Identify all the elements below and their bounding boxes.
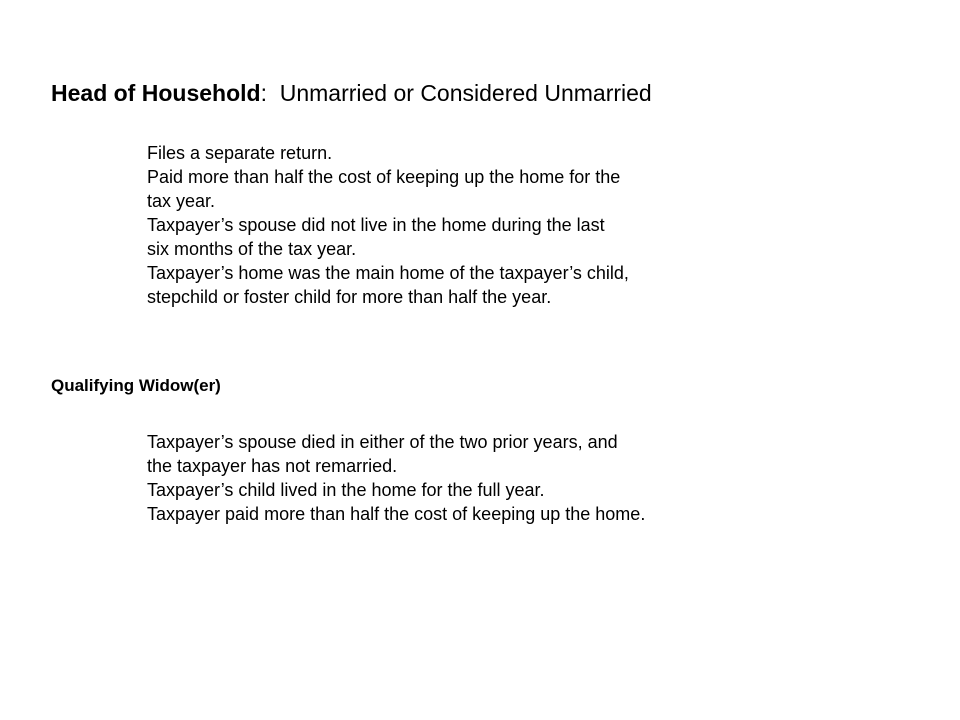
list-item: Files a separate return. xyxy=(147,143,333,163)
list-item: Taxpayer’s spouse died in either of the two prior years, and xyxy=(147,432,618,452)
head-of-household-subtitle: : Unmarried or Considered Unmarried xyxy=(260,80,652,106)
qualifying-widower-heading: Qualifying Widow(er) xyxy=(51,376,221,395)
list-item: six months of the tax year. xyxy=(147,239,357,259)
list-item: Taxpayer paid more than half the cost of keeping up the home. xyxy=(147,504,646,524)
list-item: Taxpayer’s home was the main home of the taxpayer’s child, xyxy=(147,263,629,283)
head-of-household-title: Head of Household xyxy=(51,80,261,106)
qualifying-widower-list xyxy=(147,430,645,526)
list-item: the taxpayer has not remarried. xyxy=(147,456,398,476)
list-item: Paid more than half the cost of keeping up the home for the xyxy=(147,167,621,187)
list-item: tax year. xyxy=(147,191,216,211)
list-item: Taxpayer’s spouse did not live in the home during the last xyxy=(147,215,605,235)
list-item: Taxpayer’s child lived in the home for the full year. xyxy=(147,480,545,500)
head-of-household-list xyxy=(147,141,629,309)
list-item: stepchild or foster child for more than half the year. xyxy=(147,287,552,307)
head-of-household-heading xyxy=(51,78,652,108)
